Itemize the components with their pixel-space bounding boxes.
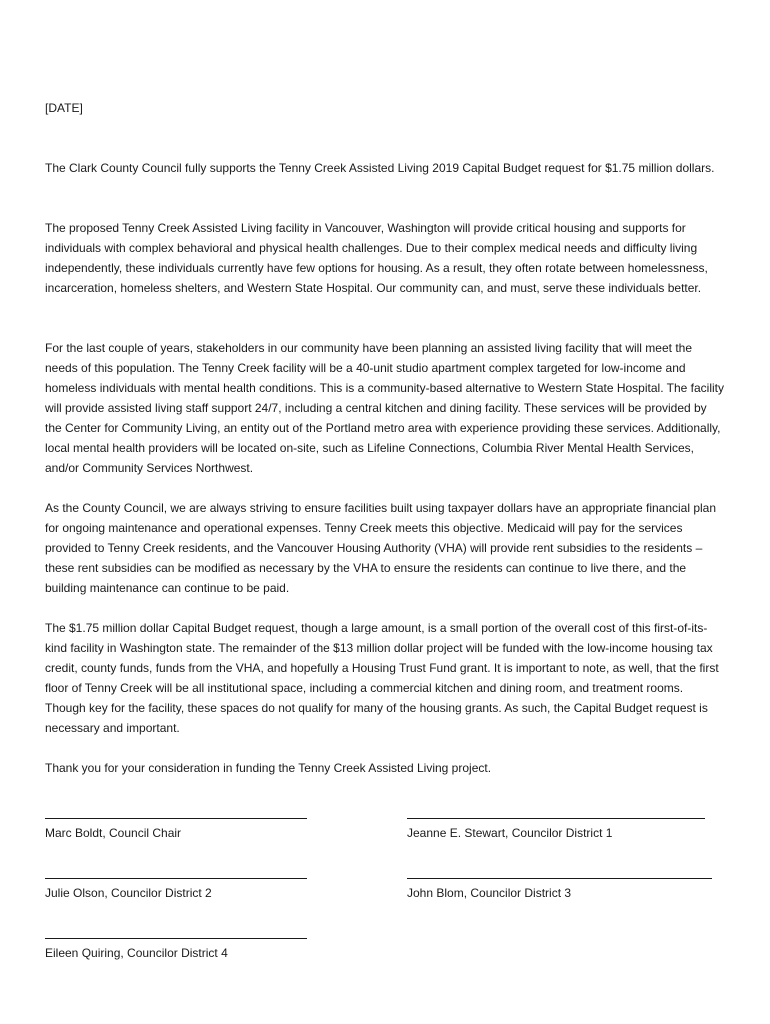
signature-line: [45, 860, 307, 879]
paragraph-budget-request: The $1.75 million dollar Capital Budget request, though a large amount, is a small portion of the overall cost of this first-of-its-kind facility in Washington state. The remainder of the $13 million dollar project will be funded with the low-income housing tax credit, county funds, funds from the VHA, and hopefully a Housing Trust Fund grant. It is important to note, as well, that the first floor of Tenny Creek will be all institutional space, including a commercial kitchen and dining room, and treatment rooms. Though key for the facility, these spaces do not qualify for many of the housing grants. As such, the Capital Budget request is necessary and important.: [45, 621, 719, 735]
signature-block-district-1: [407, 800, 705, 843]
signature-name: Jeanne E. Stewart, Councilor District 1: [407, 826, 613, 840]
signature-line: [407, 800, 705, 819]
paragraph-support-statement: The Clark County Council fully supports the Tenny Creek Assisted Living 2019 Capital Budget request for $1.75 million dollars.: [45, 161, 715, 175]
paragraph-facility-details: For the last couple of years, stakeholders in our community have been planning an assisted living facility that will meet the needs of this population. The Tenny Creek facility will be a 40-unit studio apartment complex targeted for low-income and homeless individuals with mental health conditions. This is a community-based alternative to Western State Hospital. The facility will provide assisted living staff support 24/7, including a central kitchen and dining facility. These services will be provided by the Center for Community Living, an entity out of the Portland metro area with experience providing these services. Additionally, local mental health providers will be located on-site, such as Lifeline Connections, Columbia River Mental Health Services, and/or Community Services Northwest.: [45, 341, 724, 475]
signature-name: John Blom, Councilor District 3: [407, 886, 572, 900]
date-placeholder: [DATE]: [45, 101, 83, 115]
signature-block-district-2: [45, 860, 307, 903]
signature-line: [45, 920, 307, 939]
signature-name: Julie Olson, Councilor District 2: [45, 886, 212, 900]
signature-block-district-4: [45, 920, 307, 963]
signature-name: Eileen Quiring, Councilor District 4: [45, 946, 228, 960]
signature-line: [407, 860, 712, 879]
paragraph-thank-you: Thank you for your consideration in funding the Tenny Creek Assisted Living project.: [45, 761, 492, 775]
signature-block-district-3: [407, 860, 712, 903]
signature-name: Marc Boldt, Council Chair: [45, 826, 182, 840]
signature-line: [45, 800, 307, 819]
paragraph-financial-plan: As the County Council, we are always striving to ensure facilities built using taxpayer dollars have an appropriate financial plan for ongoing maintenance and operational expenses. Tenny Creek meets this objective. Medicaid will pay for the services provided to Tenny Creek residents, and the Vancouver Housing Authority (VHA) will provide rent subsidies to the residents – these rent subsidies can be modified as necessary by the VHA to ensure the residents can continue to live there, and the building maintenance can continue to be paid.: [45, 501, 717, 595]
signature-block-council-chair: [45, 800, 307, 843]
paragraph-facility-purpose: The proposed Tenny Creek Assisted Living facility in Vancouver, Washington will provide critical housing and supports for individuals with complex behavioral and physical health challenges. Due to their complex medical needs and difficulty living independently, these individuals currently have few options for housing. As a result, they often rotate between homelessness, incarceration, homeless shelters, and Western State Hospital. Our community can, and must, serve these individuals better.: [45, 221, 708, 295]
